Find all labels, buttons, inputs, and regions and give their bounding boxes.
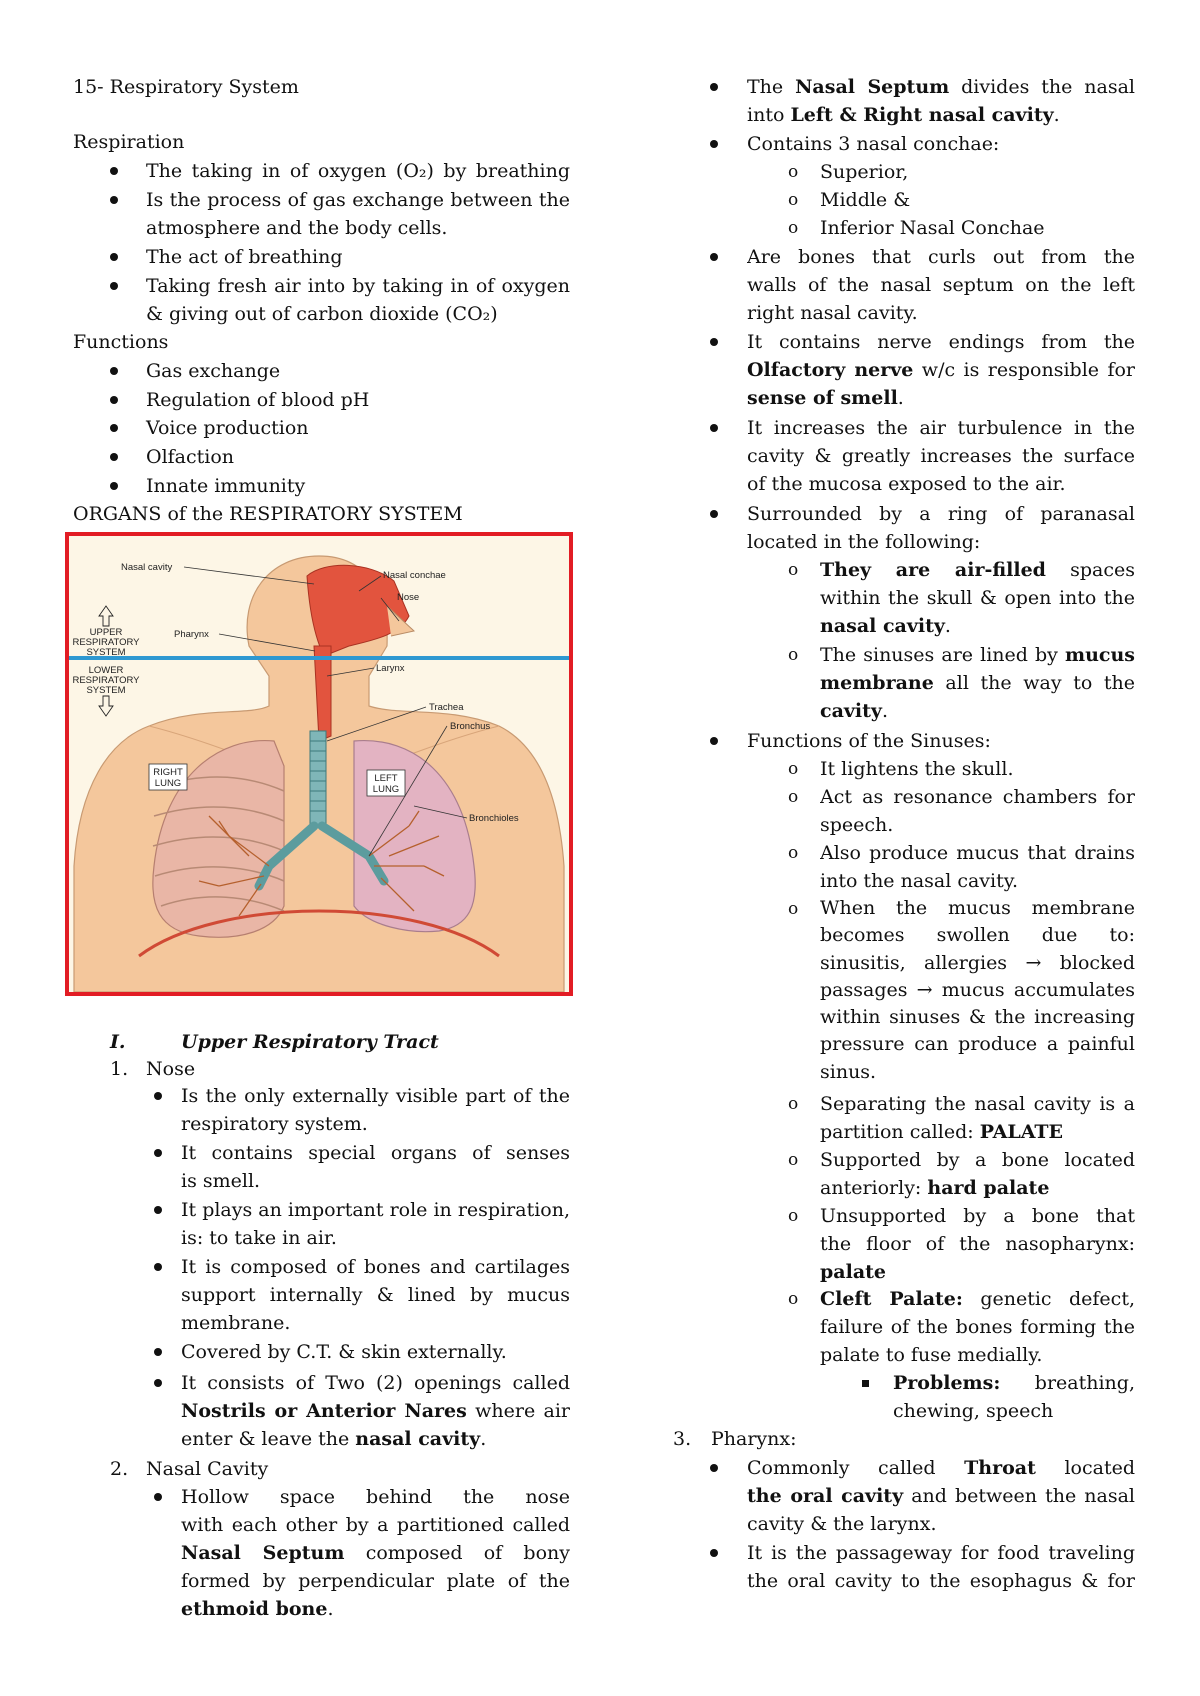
list-number: 3.: [673, 1428, 692, 1450]
bullet-icon: [154, 1379, 162, 1387]
figure-label-upper-1: UPPER: [89, 627, 123, 638]
list-item: Superior,: [820, 161, 909, 183]
organs-heading: ORGANS of the RESPIRATORY SYSTEM: [73, 503, 463, 525]
list-number: 2.: [110, 1458, 129, 1480]
bullet-icon: [710, 83, 718, 91]
list-item: Unsupported by a bone that the floor of the nasopharynx: palate: [820, 1205, 1135, 1283]
bullet-icon: [710, 1464, 718, 1472]
circle-bullet-icon: o: [788, 645, 799, 665]
list-item: It is the passageway for food traveling the oral cavity to the esophagus & for: [747, 1542, 1135, 1592]
circle-bullet-icon: o: [788, 560, 799, 580]
list-item: It plays an important role in respiration, is: to take in air.: [181, 1199, 570, 1249]
list-item: Taking fresh air into by taking in of oxygen & giving out of carbon dioxide (CO₂): [146, 275, 570, 325]
list-item: Hollow space behind the nose with each other by a partitioned called Nasal Septum composed of bony formed by perpendicular plate of the ethmoid bone.: [181, 1486, 570, 1620]
list-item: Commonly called Throat located the oral cavity and between the nasal cavity & the larynx.: [747, 1457, 1135, 1535]
figure-label-trachea: Trachea: [429, 702, 464, 713]
figure-label-bronchus: Bronchus: [450, 721, 491, 732]
figure-label-lower-3: SYSTEM: [86, 685, 126, 696]
bullet-icon: [154, 1149, 162, 1157]
bullet-icon: [710, 737, 718, 745]
bullet-icon: [110, 424, 118, 432]
list-item: It increases the air turbulence in the cavity & greatly increases the surface of the mucosa exposed to the air.: [747, 417, 1135, 495]
bullet-icon: [154, 1493, 162, 1501]
figure-label-right-lung-1: RIGHT: [153, 767, 183, 778]
document-title: 15- Respiratory System: [73, 76, 299, 98]
bullet-icon: [110, 367, 118, 375]
figure-label-upper-2: RESPIRATORY: [72, 637, 140, 648]
bullet-icon: [110, 167, 118, 175]
bullet-icon: [154, 1206, 162, 1214]
bullet-icon: [710, 140, 718, 148]
list-item: The Nasal Septum divides the nasal into Left & Right nasal cavity.: [747, 76, 1135, 126]
bullet-icon: [710, 338, 718, 346]
list-item: They are air-filled spaces within the skull & open into the nasal cavity.: [820, 559, 1135, 637]
figure-label-bronchioles: Bronchioles: [469, 813, 519, 824]
list-item: Supported by a bone located anteriorly: hard palate: [820, 1149, 1135, 1199]
list-item: Gas exchange: [146, 360, 281, 382]
list-item: Separating the nasal cavity is a partition called: PALATE: [820, 1093, 1135, 1143]
list-item: Functions of the Sinuses:: [747, 730, 991, 752]
figure-label-pharynx: Pharynx: [174, 629, 209, 640]
list-item: Is the only externally visible part of the respiratory system.: [181, 1085, 570, 1135]
list-item: It contains nerve endings from the Olfactory nerve w/c is responsible for sense of smell.: [747, 331, 1135, 409]
circle-bullet-icon: o: [788, 1289, 799, 1309]
section-numeral: I.: [110, 1031, 126, 1053]
circle-bullet-icon: o: [788, 218, 799, 238]
functions-heading: Functions: [73, 331, 169, 353]
list-item: Act as resonance chambers for speech.: [820, 786, 1135, 836]
bullet-icon: [710, 424, 718, 432]
list-item: It lightens the skull.: [820, 758, 1014, 780]
circle-bullet-icon: o: [788, 1150, 799, 1170]
list-item: Also produce mucus that drains into the nasal cavity.: [820, 842, 1135, 892]
list-item: It is composed of bones and cartilages support internally & lined by mucus membrane.: [181, 1256, 570, 1334]
circle-bullet-icon: o: [788, 1094, 799, 1114]
section-title: Upper Respiratory Tract: [181, 1031, 439, 1053]
respiratory-system-figure: [65, 532, 573, 996]
list-item: Innate immunity: [146, 475, 306, 497]
list-item: The taking in of oxygen (O₂) by breathing: [146, 160, 570, 182]
figure-label-nasal-cavity: Nasal cavity: [121, 562, 173, 573]
circle-bullet-icon: o: [788, 899, 799, 919]
list-item: Voice production: [146, 417, 309, 439]
respiration-heading: Respiration: [73, 131, 185, 153]
list-item: Problems: breathing, chewing, speech: [893, 1372, 1135, 1422]
figure-label-left-lung-2: LUNG: [372, 784, 400, 795]
bullet-icon: [110, 196, 118, 204]
list-item: Regulation of blood pH: [146, 389, 370, 411]
list-item: It consists of Two (2) openings called Nostrils or Anterior Nares where air enter & leave the nasal cavity.: [181, 1372, 570, 1450]
nose-heading: Nose: [146, 1058, 196, 1080]
list-item: Cleft Palate: genetic defect, failure of the bones forming the palate to fuse medially.: [820, 1288, 1135, 1366]
bullet-icon: [110, 396, 118, 404]
circle-bullet-icon: o: [788, 759, 799, 779]
square-bullet-icon: [862, 1380, 869, 1387]
figure-label-right-lung-2: LUNG: [154, 778, 182, 789]
list-item: When the mucus membrane becomes swollen due to: sinusitis, allergies → blocked passages → mucus accumulates within sinuses & the increasing pressure can produce a painful sinus.: [820, 897, 1135, 1083]
list-item: Surrounded by a ring of paranasal located in the following:: [747, 503, 1135, 553]
figure-label-nose: Nose: [397, 592, 420, 603]
list-item: It contains special organs of senses is smell.: [181, 1142, 570, 1192]
list-item: Are bones that curls out from the walls of the nasal septum on the left right nasal cavity.: [747, 246, 1135, 324]
bullet-icon: [110, 482, 118, 490]
circle-bullet-icon: o: [788, 1206, 799, 1226]
nasal-cavity-heading: Nasal Cavity: [146, 1458, 269, 1480]
bullet-icon: [710, 253, 718, 261]
figure-label-lower-1: LOWER: [88, 665, 124, 676]
list-item: Covered by C.T. & skin externally.: [181, 1341, 507, 1363]
figure-label-upper-3: SYSTEM: [86, 647, 126, 658]
list-number: 1.: [110, 1058, 129, 1080]
bullet-icon: [154, 1092, 162, 1100]
circle-bullet-icon: o: [788, 843, 799, 863]
bullet-icon: [110, 253, 118, 261]
bullet-icon: [154, 1348, 162, 1356]
figure-label-larynx: Larynx: [376, 663, 405, 674]
list-item: The act of breathing: [146, 246, 343, 268]
circle-bullet-icon: o: [788, 162, 799, 182]
circle-bullet-icon: o: [788, 190, 799, 210]
list-item: The sinuses are lined by mucus membrane all the way to the cavity.: [820, 644, 1135, 722]
list-item: Middle &: [820, 189, 911, 211]
bullet-icon: [110, 453, 118, 461]
figure-label-nasal-conchae: Nasal conchae: [383, 570, 446, 581]
list-item: Is the process of gas exchange between the atmosphere and the body cells.: [146, 189, 570, 239]
circle-bullet-icon: o: [788, 787, 799, 807]
bullet-icon: [710, 1549, 718, 1557]
figure-label-left-lung-1: LEFT: [374, 773, 398, 784]
list-item: Contains 3 nasal conchae:: [747, 133, 1000, 155]
list-item: Olfaction: [146, 446, 235, 468]
bullet-icon: [110, 282, 118, 290]
bullet-icon: [154, 1263, 162, 1271]
figure-label-lower-2: RESPIRATORY: [72, 675, 140, 686]
bullet-icon: [710, 510, 718, 518]
pharynx-heading: Pharynx:: [711, 1428, 797, 1450]
list-item: Inferior Nasal Conchae: [820, 217, 1045, 239]
